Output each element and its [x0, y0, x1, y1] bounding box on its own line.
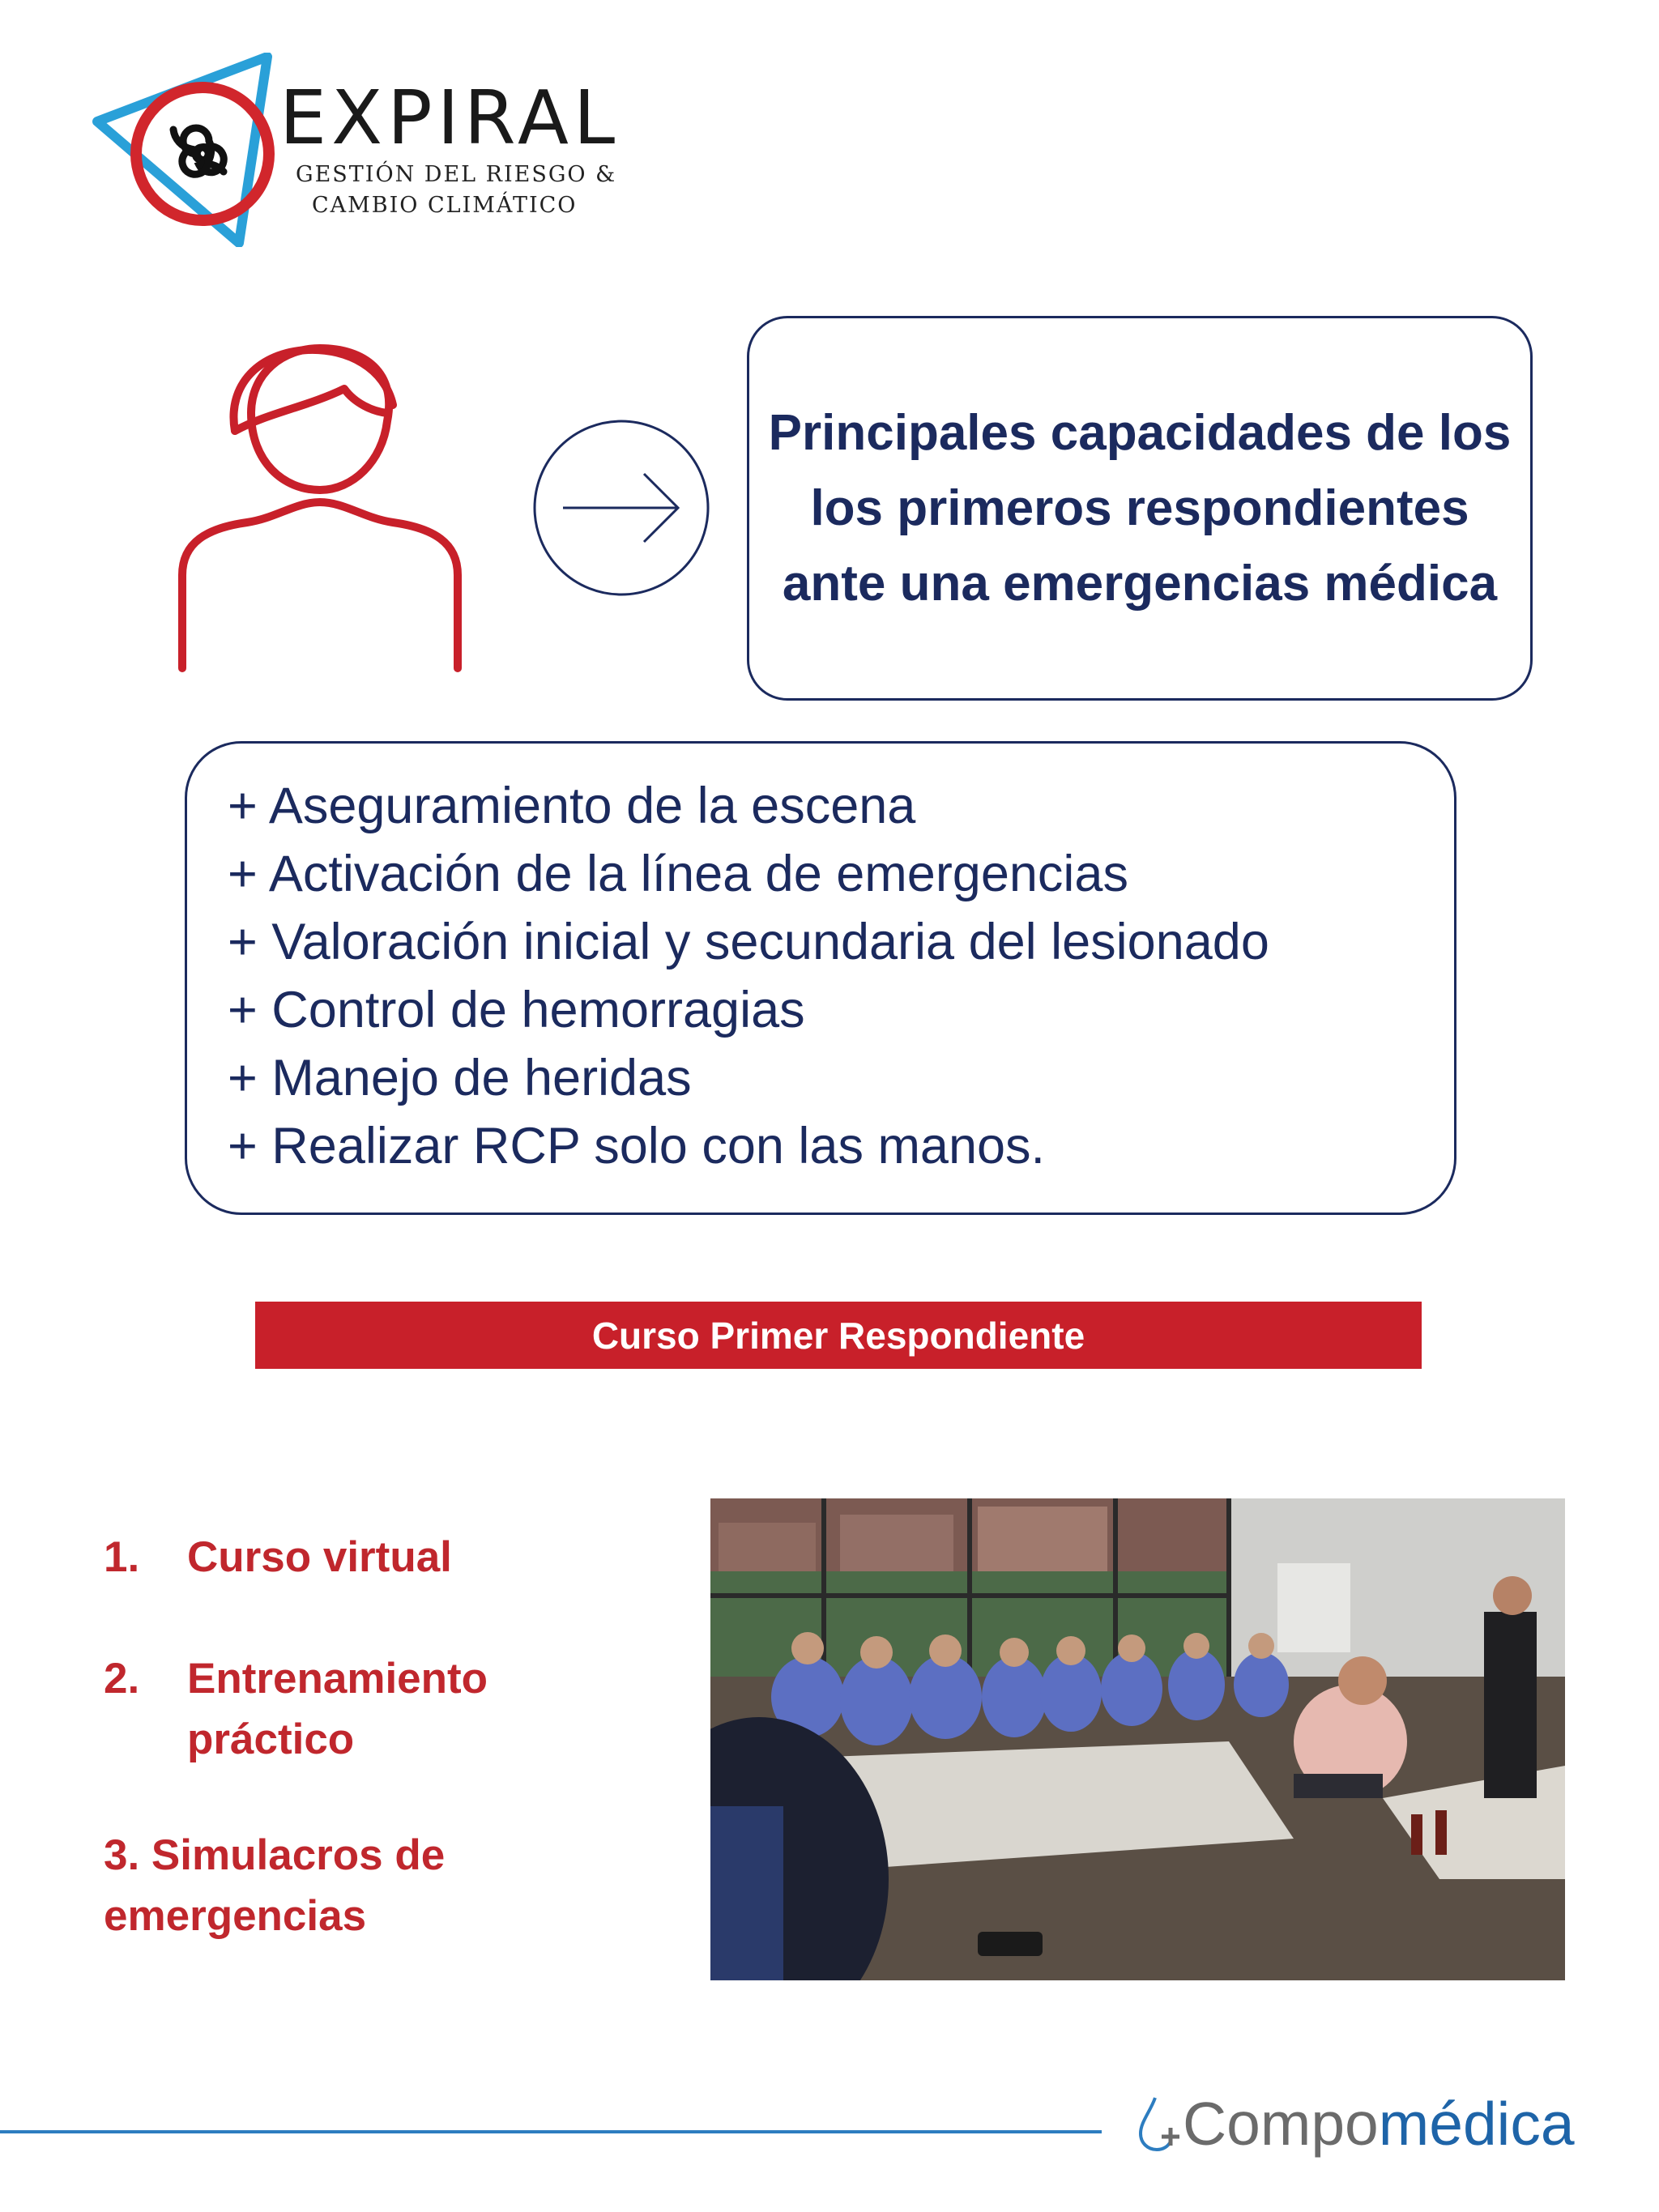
step-text: Curso virtual	[187, 1533, 452, 1581]
step-text-line-1: Entrenamiento	[187, 1655, 488, 1703]
arrow-right-icon	[531, 417, 713, 599]
training-photo	[710, 1498, 1565, 1980]
logo-wordmark: EXPIRAL	[279, 75, 621, 161]
list-item: + Aseguramiento de la escena	[228, 778, 916, 834]
list-item: + Valoración inicial y secundaria del lesionado	[228, 914, 1269, 970]
capabilities-list	[228, 772, 1269, 1180]
step-3-line-1: 3. Simulacros de	[104, 1831, 446, 1879]
course-banner	[255, 1302, 1422, 1369]
logo-tagline-1: GESTIÓN DEL RIESGO &	[296, 162, 617, 187]
step-number: 2.	[104, 1655, 140, 1703]
step-3-line-2: emergencias	[104, 1892, 367, 1940]
title-box	[747, 316, 1533, 701]
brand-part-2: médica	[1378, 2090, 1575, 2158]
page-title: Principales capacidades de los los primeros respondientes ante una emergencias médica	[768, 405, 1512, 612]
step-1	[104, 1527, 590, 1592]
brand-part-1: Compo	[1183, 2090, 1379, 2158]
logo-spiral	[173, 128, 224, 174]
step-number: 1.	[104, 1533, 140, 1581]
footer-divider	[0, 2130, 1102, 2133]
capabilities-box	[185, 741, 1456, 1215]
list-item: + Activación de la línea de emergencias	[228, 846, 1128, 902]
list-item: + Manejo de heridas	[228, 1050, 692, 1106]
logo-tagline-2: CAMBIO CLIMÁTICO	[312, 193, 578, 218]
drop-plus-icon	[1134, 2091, 1183, 2156]
list-item: + Realizar RCP solo con las manos.	[228, 1118, 1046, 1174]
step-text-line-2: práctico	[187, 1715, 355, 1763]
compomedica-logo	[1183, 2090, 1575, 2158]
banner-text: Curso Primer Respondiente	[591, 1314, 1085, 1357]
list-item: + Control de hemorragias	[228, 982, 805, 1038]
person-icon	[170, 340, 478, 672]
step-2	[104, 1648, 590, 1778]
